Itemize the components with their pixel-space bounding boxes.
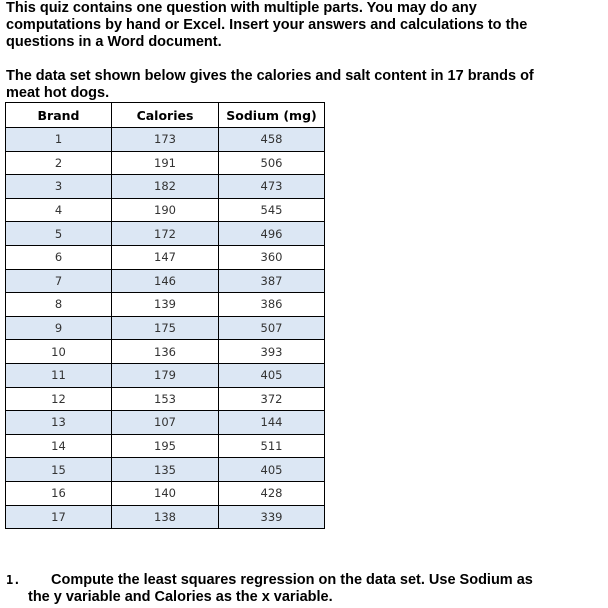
column-header-brand: Brand [6, 103, 112, 128]
cell-brand: 7 [6, 269, 112, 293]
cell-brand: 13 [6, 411, 112, 435]
table-row [6, 293, 325, 317]
cell-sodium: 511 [219, 434, 325, 458]
cell-sodium: 428 [219, 481, 325, 505]
table-row [6, 245, 325, 269]
table-header-row [6, 103, 325, 128]
cell-calories: 147 [112, 245, 219, 269]
question-text-line: Compute the least squares regression on the data set. Use Sodium as [51, 572, 533, 588]
table-row [6, 198, 325, 222]
cell-calories: 195 [112, 434, 219, 458]
cell-sodium: 339 [219, 505, 325, 529]
cell-calories: 146 [112, 269, 219, 293]
cell-sodium: 405 [219, 458, 325, 482]
cell-brand: 5 [6, 222, 112, 246]
question-1 [6, 572, 596, 606]
cell-calories: 107 [112, 411, 219, 435]
cell-brand: 8 [6, 293, 112, 317]
table-row [6, 481, 325, 505]
cell-calories: 182 [112, 175, 219, 199]
cell-calories: 139 [112, 293, 219, 317]
instructions-line: questions in a Word document. [6, 34, 222, 50]
cell-calories: 173 [112, 128, 219, 152]
hot-dog-data-table [5, 102, 325, 529]
cell-brand: 15 [6, 458, 112, 482]
cell-brand: 17 [6, 505, 112, 529]
cell-calories: 135 [112, 458, 219, 482]
dataset-description-line: meat hot dogs. [6, 85, 110, 101]
table-row [6, 458, 325, 482]
table-row [6, 269, 325, 293]
table-row [6, 316, 325, 340]
cell-brand: 1 [6, 128, 112, 152]
column-header-calories: Calories [112, 103, 219, 128]
table-row [6, 411, 325, 435]
dataset-description [6, 68, 596, 102]
cell-calories: 190 [112, 198, 219, 222]
cell-brand: 4 [6, 198, 112, 222]
cell-brand: 16 [6, 481, 112, 505]
cell-brand: 2 [6, 151, 112, 175]
cell-brand: 11 [6, 363, 112, 387]
question-number: 1. [6, 573, 21, 587]
column-header-sodium: Sodium (mg) [219, 103, 325, 128]
table-row [6, 505, 325, 529]
table-row [6, 175, 325, 199]
cell-sodium: 372 [219, 387, 325, 411]
table-row [6, 340, 325, 364]
cell-sodium: 405 [219, 363, 325, 387]
instructions-line: This quiz contains one question with multiple parts. You may do any [6, 0, 477, 16]
cell-calories: 191 [112, 151, 219, 175]
cell-sodium: 144 [219, 411, 325, 435]
cell-sodium: 393 [219, 340, 325, 364]
cell-sodium: 496 [219, 222, 325, 246]
table-row [6, 387, 325, 411]
cell-sodium: 360 [219, 245, 325, 269]
dataset-description-line: The data set shown below gives the calories and salt content in 17 brands of [6, 68, 534, 84]
cell-sodium: 458 [219, 128, 325, 152]
cell-calories: 153 [112, 387, 219, 411]
cell-sodium: 545 [219, 198, 325, 222]
cell-brand: 9 [6, 316, 112, 340]
cell-sodium: 387 [219, 269, 325, 293]
cell-brand: 6 [6, 245, 112, 269]
cell-brand: 12 [6, 387, 112, 411]
cell-brand: 14 [6, 434, 112, 458]
instructions-paragraph [6, 0, 596, 51]
question-text-line: the y variable and Calories as the x variable. [28, 589, 333, 605]
cell-sodium: 507 [219, 316, 325, 340]
cell-calories: 179 [112, 363, 219, 387]
table-row [6, 363, 325, 387]
cell-calories: 175 [112, 316, 219, 340]
table-row [6, 434, 325, 458]
cell-calories: 172 [112, 222, 219, 246]
cell-sodium: 506 [219, 151, 325, 175]
table-body [6, 128, 325, 529]
instructions-line: computations by hand or Excel. Insert your answers and calculations to the [6, 17, 528, 33]
cell-calories: 140 [112, 481, 219, 505]
cell-sodium: 386 [219, 293, 325, 317]
cell-brand: 10 [6, 340, 112, 364]
table-row [6, 151, 325, 175]
table-row [6, 222, 325, 246]
cell-calories: 136 [112, 340, 219, 364]
cell-calories: 138 [112, 505, 219, 529]
cell-brand: 3 [6, 175, 112, 199]
cell-sodium: 473 [219, 175, 325, 199]
table-row [6, 128, 325, 152]
